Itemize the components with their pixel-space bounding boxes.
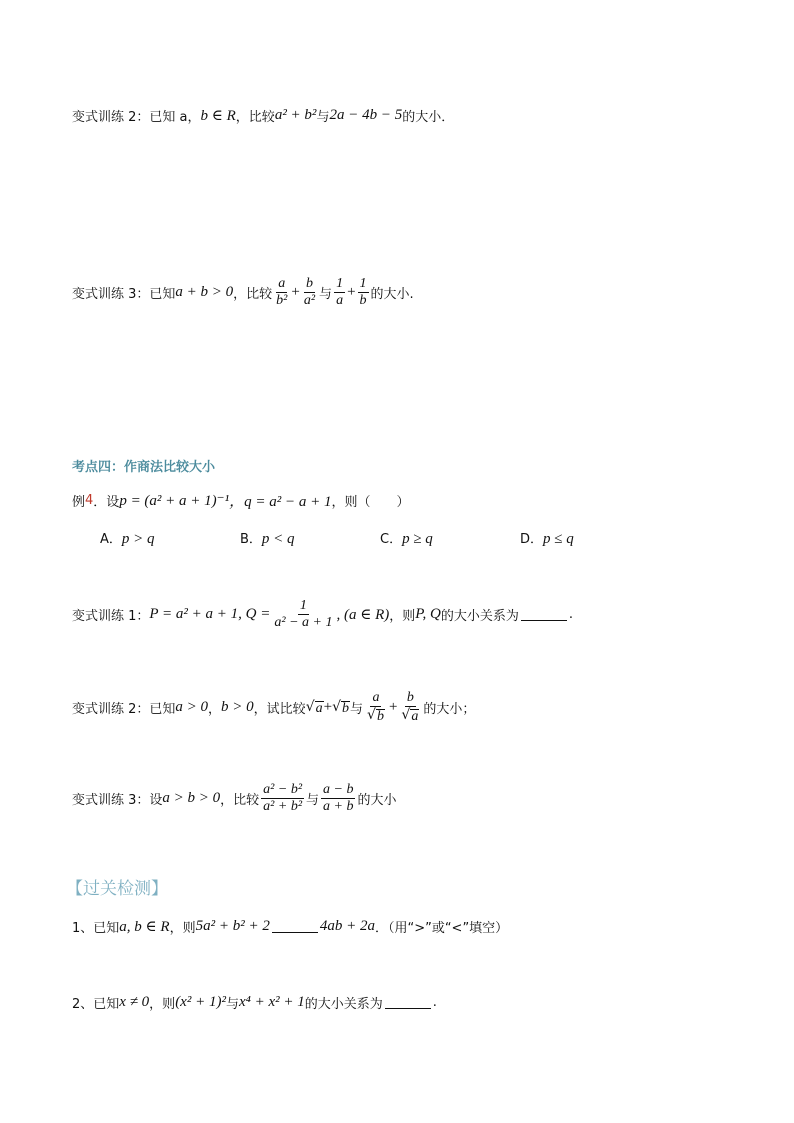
fraction: $\frac{1}{b}$ (359, 276, 367, 308)
option-b[interactable]: B．p < q (240, 531, 295, 547)
section-title: 考点四：作商法比较大小 (72, 460, 216, 475)
text: ．（用“>”或“<”填空） (374, 921, 509, 936)
fraction: $\frac{1}{a}$ (336, 276, 344, 308)
answer-blank[interactable] (385, 996, 431, 1009)
text: ，则 (389, 609, 416, 624)
option-c[interactable]: C．p ≥ q (380, 531, 433, 547)
text: 的大小关系为 (440, 609, 519, 624)
math-expression: x⁴ + x² + 1 (238, 994, 305, 1010)
text: ，比较 (233, 287, 273, 302)
text: 与 (225, 997, 239, 1012)
text: 与 (319, 287, 333, 302)
option-d[interactable]: D．p ≤ q (520, 531, 574, 547)
math-set: b ∈ R (200, 108, 236, 124)
math-expression: p = (a² + a + 1)⁻¹ (119, 493, 230, 509)
math-set: a, b ∈ R (119, 919, 170, 935)
exercise-variant-3 (72, 782, 397, 815)
answer-blank[interactable] (521, 608, 567, 621)
fraction: $\frac{1}{\text{a² − a + 1}}$ (274, 598, 333, 630)
math-condition: b > 0 (221, 698, 254, 715)
text: 与 (316, 110, 330, 125)
text: ．设 (93, 495, 120, 510)
math-expression: 5a² + b² + 2 (195, 918, 270, 934)
question-1 (72, 917, 508, 936)
exercise-variant-1: 变式训练 1： P = a² + a + 1, Q = $\frac{1}{\text{a² − a + 1}}$ , (a ∈ R) ，则 P, Q 的大小关系为 . (72, 598, 573, 630)
text: 的大小 (357, 793, 397, 808)
math-expression: P = a² + a + 1, Q = (149, 606, 271, 622)
question-label: 2、已知 (72, 997, 120, 1012)
math-expression: 4ab + 2a (319, 918, 375, 934)
answer-blank[interactable] (272, 920, 318, 933)
text: ，比较 (235, 110, 275, 125)
math-condition: x ≠ 0 (119, 994, 150, 1010)
text: 与 (350, 701, 364, 717)
text: ，试比较 (253, 701, 306, 717)
math-condition: , (a ∈ R) (336, 607, 390, 623)
exercise-variant-2-top (72, 106, 454, 125)
exercise-variant-2: 变式训练 2：已知 a > 0 ， b > 0 ，试比较 √ a + √ b 与 a √ b + b √ a 的大小； (72, 690, 476, 724)
math-condition: a + b > 0 (175, 284, 234, 300)
fraction: $\frac{a}{\text{b²}}$ (276, 276, 288, 308)
math-condition: a > b > 0 (162, 790, 221, 806)
exercise-label: 变式训练 2：已知 a， (72, 110, 201, 125)
math-expression: 2a − 4b − 5 (329, 107, 403, 123)
example-label: 例 (72, 495, 86, 510)
text: 的大小． (402, 110, 455, 125)
text: ，比较 (220, 793, 260, 808)
text: 的大小关系为 (304, 997, 383, 1012)
exercise-variant-3-top: 变式训练 3：已知 a + b > 0 ，比较 $\frac{a}{\text{b²}}$ + $\frac{b}{\text{a²}}$ 与 $\frac{1}{a}$ + $\frac{1}{b}$ 的大小. (72, 276, 414, 308)
fraction: $\frac{b}{\text{a²}}$ (303, 276, 316, 308)
text: 的大小. (370, 287, 414, 302)
text: 与 (306, 793, 320, 808)
math-expression: P, Q (415, 606, 441, 622)
example-number: 4 (85, 493, 94, 508)
fraction: a √ b (367, 690, 384, 724)
exercise-label: 变式训练 3：设 (72, 793, 163, 808)
sqrt-a: √ a (305, 698, 323, 716)
option-a[interactable]: A．p > q (100, 531, 155, 547)
text: ，则 (149, 997, 176, 1012)
fraction: $\frac{a - b}{a + b}$ (323, 782, 354, 814)
section-heading-check: 【过关检测】 (66, 879, 168, 899)
question-label: 1、已知 (72, 921, 120, 936)
math-expression: ，q = a² − a + 1 (229, 494, 332, 510)
question-2: 2、已知 x ≠ 0 ，则 (x² + 1)² 与 x⁴ + x² + 1 的大小关系为 . (72, 994, 437, 1012)
exercise-label: 变式训练 3：已知 (72, 287, 176, 302)
fraction: b √ a (401, 690, 419, 724)
example-4 (72, 490, 409, 511)
text: ，则 (169, 921, 196, 936)
exercise-label: 变式训练 2：已知 (72, 701, 176, 717)
options-row (100, 528, 660, 548)
fraction: $\frac{\text{a² − b²}}{\text{a² + b²}}$ (263, 782, 303, 814)
text: ，则（ ） (331, 495, 410, 510)
math-condition: a > 0 (175, 698, 209, 715)
sqrt-b: √ b (332, 698, 349, 716)
exercise-label: 变式训练 1： (72, 609, 150, 624)
math-expression: a² + b² (274, 107, 317, 123)
math-expression: (x² + 1)² (175, 994, 226, 1010)
text: 的大小； (423, 701, 476, 717)
